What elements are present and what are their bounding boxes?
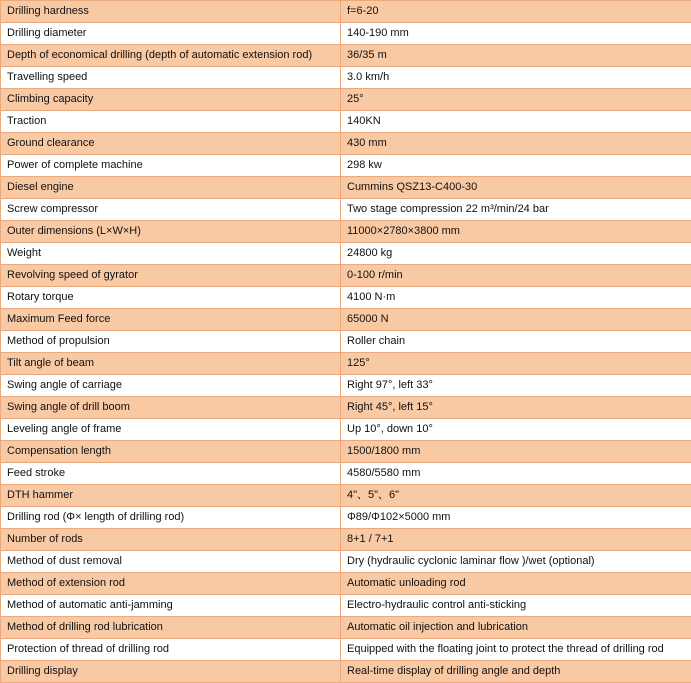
table-row	[1, 661, 691, 683]
spec-label: Method of dust removal	[1, 551, 341, 573]
spec-label: Outer dimensions (L×W×H)	[1, 221, 341, 243]
table-row	[1, 463, 691, 485]
spec-value: Automatic unloading rod	[341, 573, 691, 595]
spec-label: Tilt angle of beam	[1, 353, 341, 375]
spec-label: Method of drilling rod lubrication	[1, 617, 341, 639]
spec-label: Drilling rod (Φ× length of drilling rod)	[1, 507, 341, 529]
spec-label: Revolving speed of gyrator	[1, 265, 341, 287]
table-row	[1, 23, 691, 45]
spec-label: DTH hammer	[1, 485, 341, 507]
table-row	[1, 441, 691, 463]
table-row	[1, 287, 691, 309]
spec-label: Protection of thread of drilling rod	[1, 639, 341, 661]
spec-value: Cummins QSZ13-C400-30	[341, 177, 691, 199]
spec-label: Swing angle of drill boom	[1, 397, 341, 419]
specifications-table-body	[1, 1, 691, 683]
spec-label: Method of extension rod	[1, 573, 341, 595]
spec-label: Climbing capacity	[1, 89, 341, 111]
spec-label: Weight	[1, 243, 341, 265]
table-row	[1, 375, 691, 397]
spec-value: 140KN	[341, 111, 691, 133]
table-row	[1, 617, 691, 639]
table-row	[1, 1, 691, 23]
spec-value: 36/35 m	[341, 45, 691, 67]
spec-label: Leveling angle of frame	[1, 419, 341, 441]
table-row	[1, 595, 691, 617]
spec-label: Ground clearance	[1, 133, 341, 155]
spec-value: 65000 N	[341, 309, 691, 331]
table-row	[1, 397, 691, 419]
spec-label: Screw compressor	[1, 199, 341, 221]
spec-label: Method of propulsion	[1, 331, 341, 353]
spec-value: 24800 kg	[341, 243, 691, 265]
spec-label: Travelling speed	[1, 67, 341, 89]
table-row	[1, 155, 691, 177]
spec-label: Depth of economical drilling (depth of automatic extension rod)	[1, 45, 341, 67]
spec-value: 140-190 mm	[341, 23, 691, 45]
table-row	[1, 133, 691, 155]
spec-value: 4580/5580 mm	[341, 463, 691, 485]
table-row	[1, 199, 691, 221]
spec-value: Two stage compression 22 m³/min/24 bar	[341, 199, 691, 221]
spec-label: Drilling diameter	[1, 23, 341, 45]
spec-label: Diesel engine	[1, 177, 341, 199]
table-row	[1, 111, 691, 133]
spec-value: Electro-hydraulic control anti-sticking	[341, 595, 691, 617]
spec-value: 4"、5"、6"	[341, 485, 691, 507]
table-row	[1, 45, 691, 67]
spec-label: Traction	[1, 111, 341, 133]
spec-label: Method of automatic anti-jamming	[1, 595, 341, 617]
table-row	[1, 243, 691, 265]
spec-value: 430 mm	[341, 133, 691, 155]
spec-label: Drilling display	[1, 661, 341, 683]
table-row	[1, 331, 691, 353]
spec-label: Number of rods	[1, 529, 341, 551]
spec-value: 3.0 km/h	[341, 67, 691, 89]
spec-value: Right 45°, left 15°	[341, 397, 691, 419]
spec-label: Compensation length	[1, 441, 341, 463]
spec-value: 25°	[341, 89, 691, 111]
spec-label: Rotary torque	[1, 287, 341, 309]
table-row	[1, 485, 691, 507]
table-row	[1, 573, 691, 595]
spec-value: 298 kw	[341, 155, 691, 177]
spec-value: Up 10°, down 10°	[341, 419, 691, 441]
spec-value: 11000×2780×3800 mm	[341, 221, 691, 243]
spec-label: Power of complete machine	[1, 155, 341, 177]
table-row	[1, 265, 691, 287]
spec-value: 125°	[341, 353, 691, 375]
spec-value: Real-time display of drilling angle and depth	[341, 661, 691, 683]
spec-value: Roller chain	[341, 331, 691, 353]
table-row	[1, 639, 691, 661]
table-row	[1, 67, 691, 89]
table-row	[1, 89, 691, 111]
spec-label: Swing angle of carriage	[1, 375, 341, 397]
spec-value: Equipped with the floating joint to protect the thread of drilling rod	[341, 639, 691, 661]
spec-label: Maximum Feed force	[1, 309, 341, 331]
spec-value: 0-100 r/min	[341, 265, 691, 287]
spec-label: Drilling hardness	[1, 1, 341, 23]
spec-value: 8+1 / 7+1	[341, 529, 691, 551]
spec-value: 1500/1800 mm	[341, 441, 691, 463]
spec-value: Φ89/Φ102×5000 mm	[341, 507, 691, 529]
table-row	[1, 353, 691, 375]
table-row	[1, 177, 691, 199]
spec-value: Right 97°, left 33°	[341, 375, 691, 397]
spec-value: Automatic oil injection and lubrication	[341, 617, 691, 639]
table-row	[1, 551, 691, 573]
table-row	[1, 529, 691, 551]
spec-label: Feed stroke	[1, 463, 341, 485]
table-row	[1, 507, 691, 529]
table-row	[1, 221, 691, 243]
table-row	[1, 419, 691, 441]
spec-value: 4100 N·m	[341, 287, 691, 309]
spec-value: f=6-20	[341, 1, 691, 23]
spec-value: Dry (hydraulic cyclonic laminar flow )/wet (optional)	[341, 551, 691, 573]
table-row	[1, 309, 691, 331]
